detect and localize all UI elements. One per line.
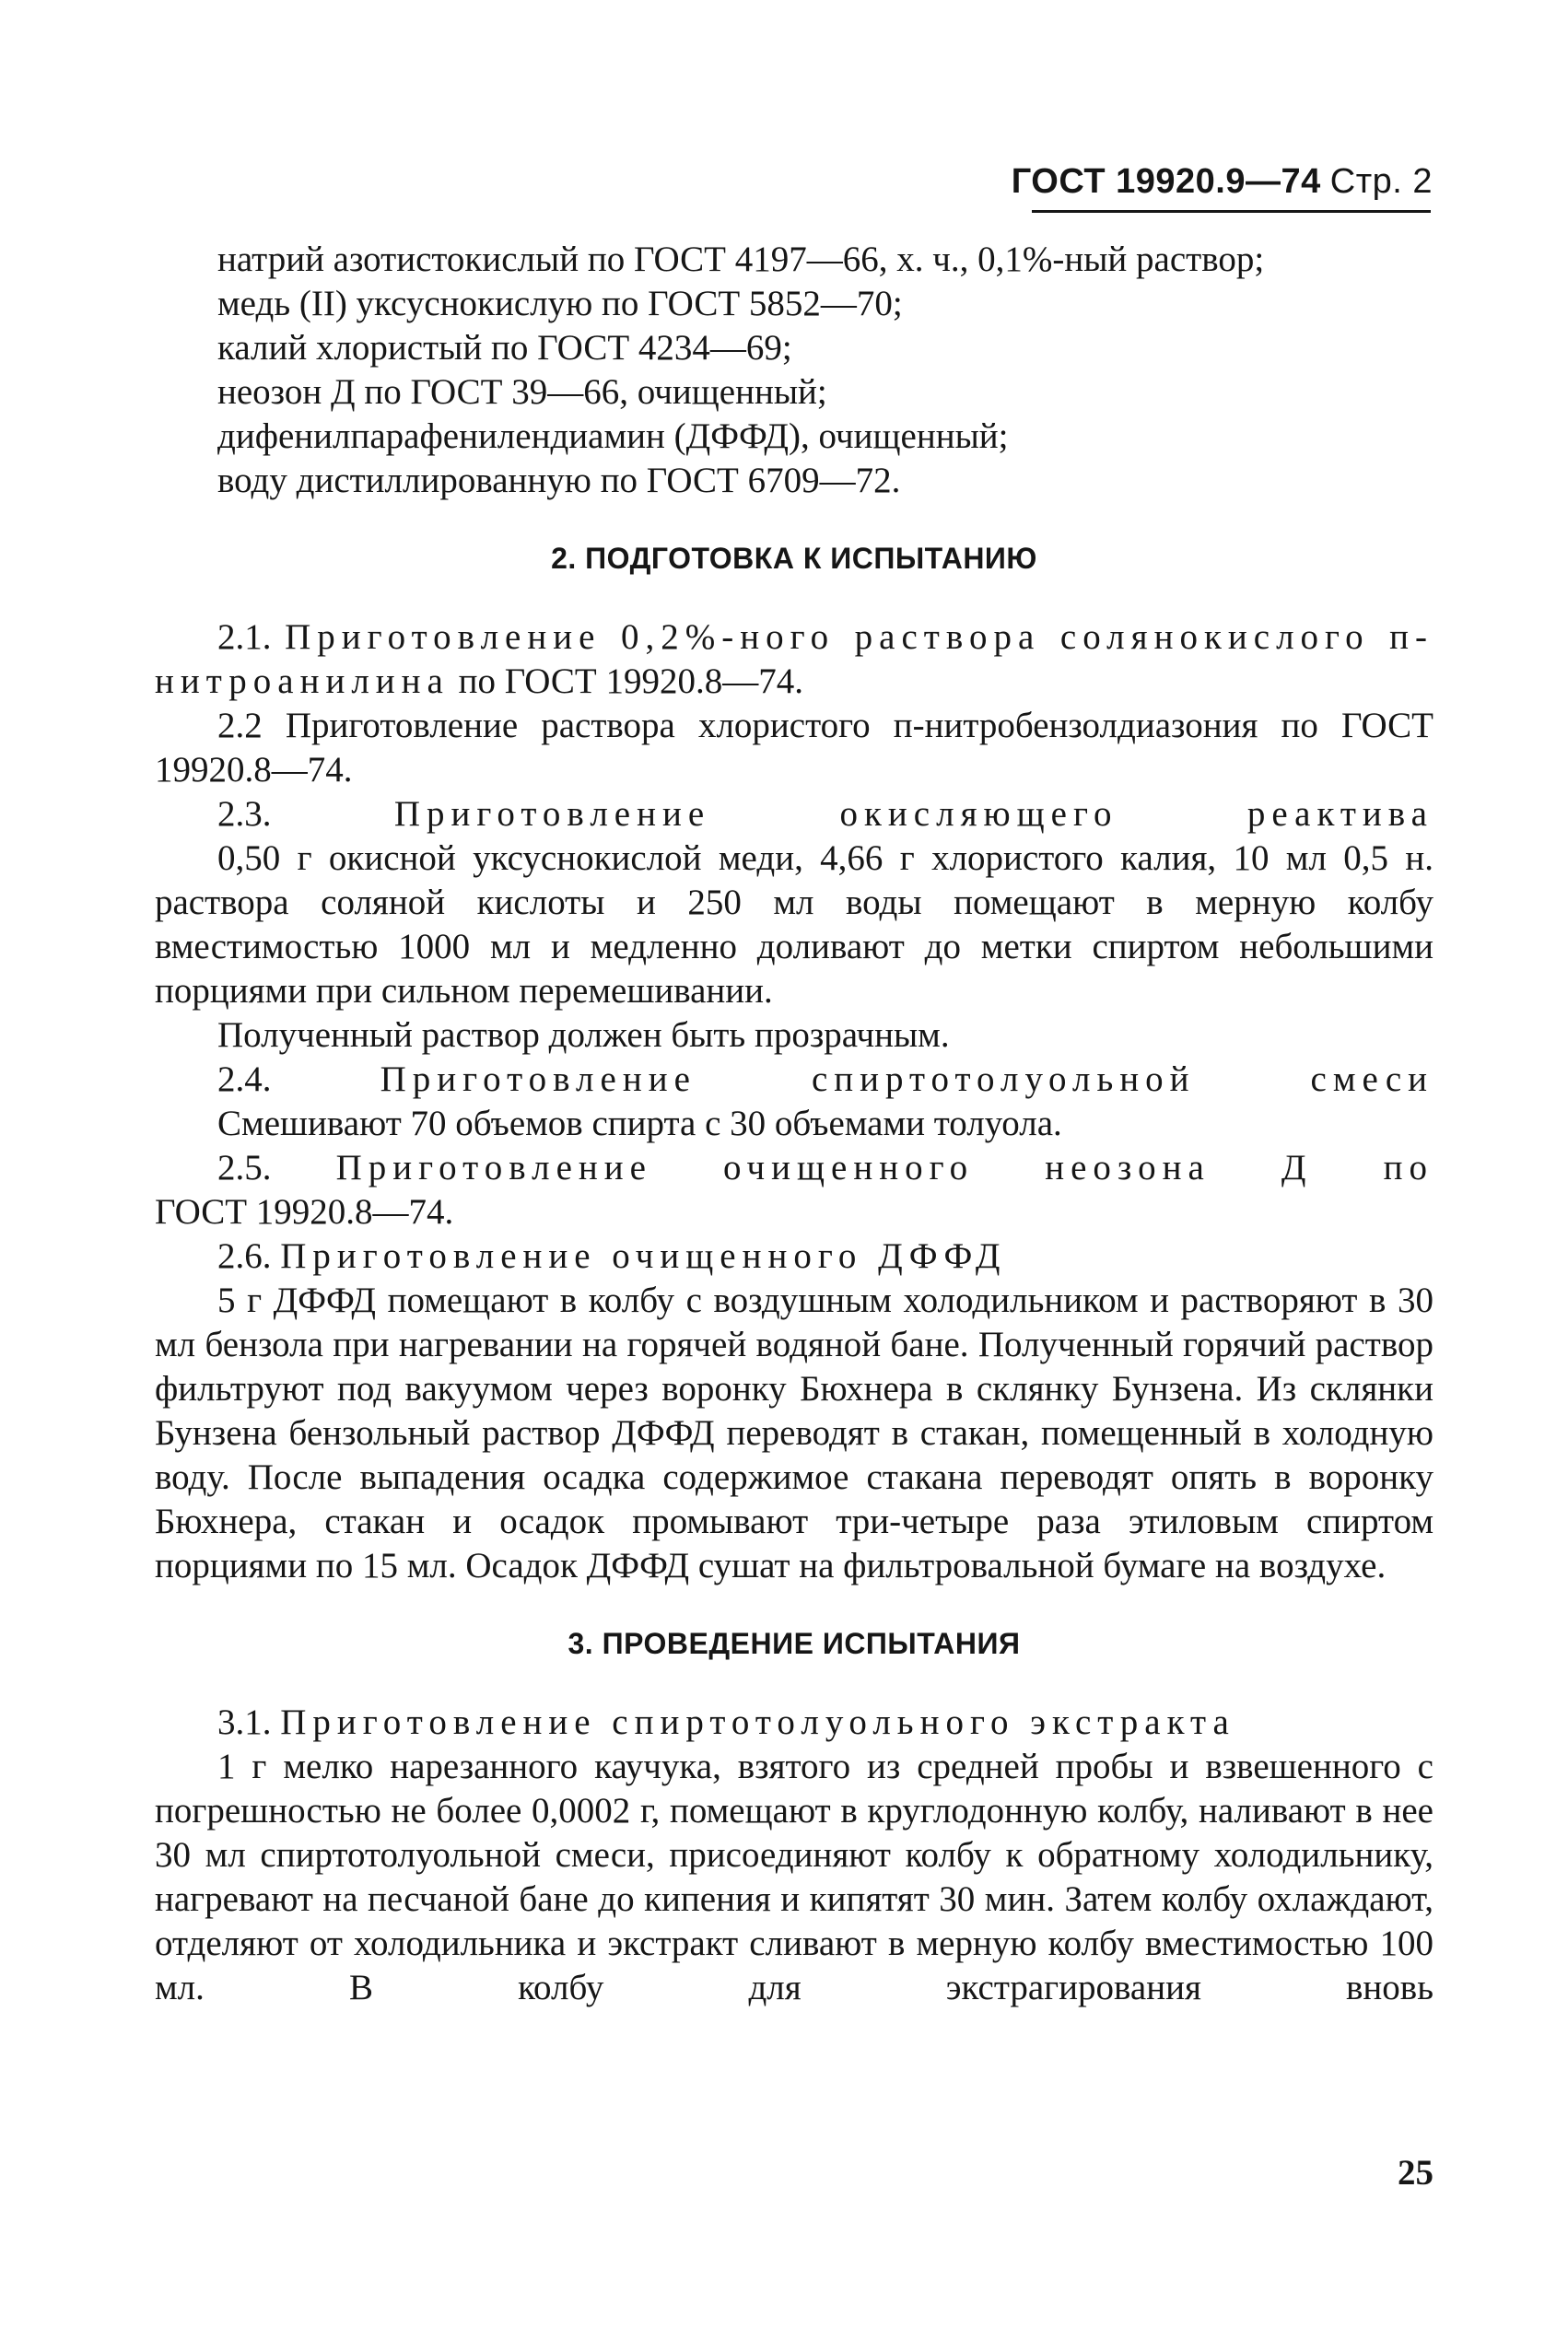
header-rule [1032,210,1431,213]
clause-number: 2.5. [217,1148,272,1187]
section-heading: 3. ПРОВЕДЕНИЕ ИСПЫТАНИЯ [568,1627,1021,1660]
clause-title: Приготовление 0,2%-ного раствора солянокислого п-нитроанилина [155,617,1434,701]
clause-3-1-body: 1 г мелко нарезанного каучука, взятого из средней пробы и взвешенного с погрешностью не более 0,0002 г, помещают в круглодонную колбу, наливают в нее 30 мл спиртотолуольной смеси, присоединяют колбу к обратному холодильнику, нагревают на песчаной бане до кипения и кипятят 30 мин. Затем колбу охлаждают, отделяют от холодильника и экстракт сливают в мерную колбу вместимостью 100 мл. В колбу для экстрагирования вновь [155,1747,1433,2007]
clause-2-4-title [155,1058,1433,1102]
clause-2-2 [155,704,1433,792]
clause-2-5-title [155,1146,1433,1190]
clause-2-4-body: Смешивают 70 объемов спирта с 30 объемами толуола. [217,1104,1062,1143]
clause-title: Приготовление окисляющего реактива [393,794,1433,834]
page-number: 25 [1398,2153,1433,2193]
reagent-item: медь (II) уксуснокислую по ГОСТ 5852—70; [217,284,903,323]
clause-title: Приготовление очищенного ДФФД [280,1236,1007,1276]
clause-title: Приготовление спиртотолуольной смеси [380,1059,1434,1099]
running-header [990,158,1433,205]
reagent-item: натрий азотистокислый по ГОСТ 4197—66, х. ч., 0,1%-ный раствор; [217,240,1265,279]
clause-title: Приготовление спиртотолуольного экстракта [280,1702,1235,1742]
clause-number: 2.2 [217,706,263,745]
clause-3-1-title [155,1701,1433,1745]
reagent-item: калий хлористый по ГОСТ 4234—69; [217,328,792,368]
clause-number: 2.1. [217,617,272,657]
clause-2-3-body: 0,50 г окисной уксуснокислой меди, 4,66 г хлористого калия, 10 мл 0,5 н. раствора соляной кислоты и 250 мл воды помещают в мерную колбу вместимостью 1000 мл и медленно доливают до метки спиртом небольшими порциями при сильном перемешивании. [155,838,1433,1011]
clause-title: Приготовление очищенного неозона Д по [335,1148,1433,1187]
clause-2-3-note: Полученный раствор должен быть прозрачным. [217,1015,950,1055]
clause-2-6-title [155,1234,1433,1279]
clause-2-5-rest: ГОСТ 19920.8—74. [155,1192,454,1232]
clause-2-1 [155,615,1433,704]
clause-number: 3.1. [217,1702,272,1742]
clause-text: Приготовление раствора хлористого п-нитробензолдиазония по ГОСТ 19920.8—74. [155,706,1433,790]
document-body [155,238,1433,2010]
reagent-item: неозон Д по ГОСТ 39—66, очищенный; [217,372,827,412]
clause-2-6-body: 5 г ДФФД помещают в колбу с воздушным холодильником и растворяют в 30 мл бензола при нагревании на горячей водяной бане. Полученный горячий раствор фильтруют под вакуумом через воронку Бюхнера в склянку Бунзена. Из склянки Бунзена бензольный раствор ДФФД переводят в стакан, помещенный в холодную воду. После выпадения осадка содержимое стакана переводят опять в воронку Бюхнера, стакан и осадок промывают три-четыре раза этиловым спиртом порциями по 15 мл. Осадок ДФФД сушат на фильтровальной бумаге на воздухе. [155,1281,1433,1585]
clause-2-3-title [155,792,1433,836]
clause-number: 2.6. [217,1236,272,1276]
clause-number: 2.4. [217,1059,272,1099]
clause-number: 2.3. [217,794,272,834]
reagent-item: дифенилпарафенилендиамин (ДФФД), очищенный; [217,416,1009,456]
clause-text: по ГОСТ 19920.8—74. [458,661,804,701]
section-heading: 2. ПОДГОТОВКА К ИСПЫТАНИЮ [551,542,1037,575]
standard-code: ГОСТ 19920.9—74 [1011,162,1321,201]
reagent-list [155,238,1433,503]
page-label: Стр. 2 [1329,162,1433,201]
reagent-item: воду дистиллированную по ГОСТ 6709—72. [217,461,901,500]
